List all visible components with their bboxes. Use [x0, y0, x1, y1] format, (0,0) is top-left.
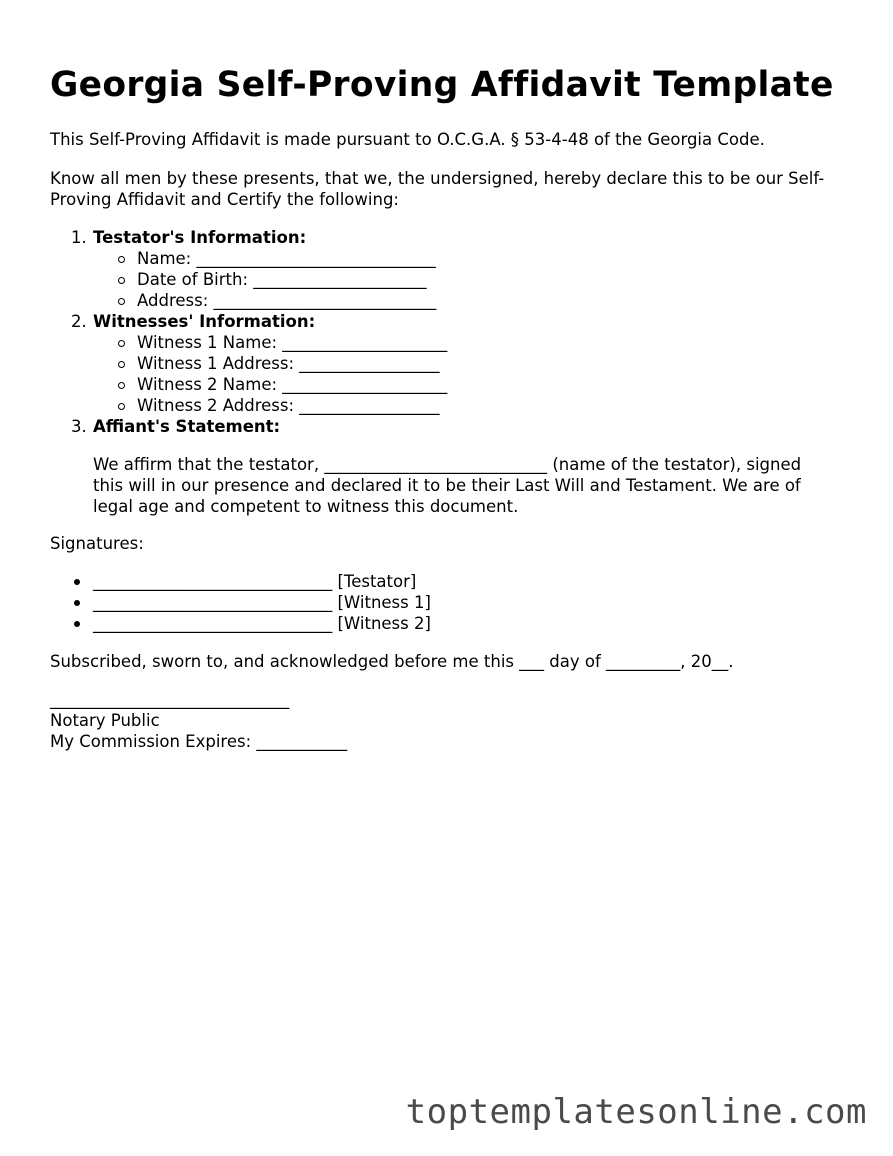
section-title: Affiant's Statement:	[93, 417, 281, 436]
field-text: Witness 2 Address: _________________	[137, 396, 440, 415]
testator-name-field	[93, 248, 850, 269]
intro-paragraph: This Self-Proving Affidavit is made pursuant to O.C.G.A. § 53-4-48 of the Georgia Code.	[50, 130, 765, 149]
witness2-name-field	[93, 374, 850, 395]
circle-bullet-icon	[118, 361, 125, 368]
field-text: Witness 1 Name: ____________________	[137, 333, 448, 352]
section-testator-info	[50, 227, 850, 311]
section-affiant-statement	[50, 416, 850, 517]
testator-fields	[93, 248, 850, 311]
circle-bullet-icon	[118, 382, 125, 389]
disc-bullet-icon	[74, 600, 80, 606]
notary-signature-line: _____________________________	[50, 690, 290, 709]
commission-expires-field: My Commission Expires: ___________	[50, 732, 348, 751]
witness2-address-field	[93, 395, 850, 416]
witness1-address-field	[93, 353, 850, 374]
field-text: Name: _____________________________	[137, 249, 436, 268]
signature-text: _____________________________ [Testator]	[93, 572, 417, 591]
declaration-paragraph: Know all men by these presents, that we, the undersigned, hereby declare this to be our Self-Proving Affidavit and Certify the following:	[50, 169, 825, 209]
section-title: Witnesses' Information:	[93, 312, 316, 331]
section-number: 1.	[71, 228, 87, 247]
document-title: Georgia Self-Proving Affidavit Template	[50, 65, 834, 105]
circle-bullet-icon	[118, 340, 125, 347]
affidavit-sections	[50, 227, 850, 517]
witness1-name-field	[93, 332, 850, 353]
witness-fields	[93, 332, 850, 416]
notary-public-label: Notary Public	[50, 711, 160, 730]
testator-dob-field	[93, 269, 850, 290]
circle-bullet-icon	[118, 403, 125, 410]
testator-address-field	[93, 290, 850, 311]
field-text: Date of Birth: _____________________	[137, 270, 427, 289]
witness2-signature-line	[50, 613, 431, 634]
circle-bullet-icon	[118, 256, 125, 263]
section-witnesses-info	[50, 311, 850, 416]
section-number: 3.	[71, 417, 87, 436]
signatures-label: Signatures:	[50, 534, 144, 553]
disc-bullet-icon	[74, 579, 80, 585]
signature-text: _____________________________ [Witness 1]	[93, 593, 431, 612]
field-text: Witness 2 Name: ____________________	[137, 375, 448, 394]
testator-signature-line	[50, 571, 431, 592]
signature-text: _____________________________ [Witness 2]	[93, 614, 431, 633]
section-number: 2.	[71, 312, 87, 331]
signature-lines	[50, 571, 431, 634]
circle-bullet-icon	[118, 277, 125, 284]
field-text: Address: ___________________________	[137, 291, 437, 310]
notary-block	[50, 689, 347, 752]
disc-bullet-icon	[74, 621, 80, 627]
field-text: Witness 1 Address: _________________	[137, 354, 440, 373]
section-title: Testator's Information:	[93, 228, 307, 247]
subscribed-statement: Subscribed, sworn to, and acknowledged before me this ___ day of _________, 20__.	[50, 652, 734, 671]
witness1-signature-line	[50, 592, 431, 613]
affiant-statement-text: We affirm that the testator, ___________________________ (name of the testator), signed this will in our presence and declared it to be their Last Will and Testament. We are of legal age and competent to witness this document.	[93, 455, 802, 516]
circle-bullet-icon	[118, 298, 125, 305]
watermark: toptemplatesonline.com	[405, 1092, 867, 1132]
